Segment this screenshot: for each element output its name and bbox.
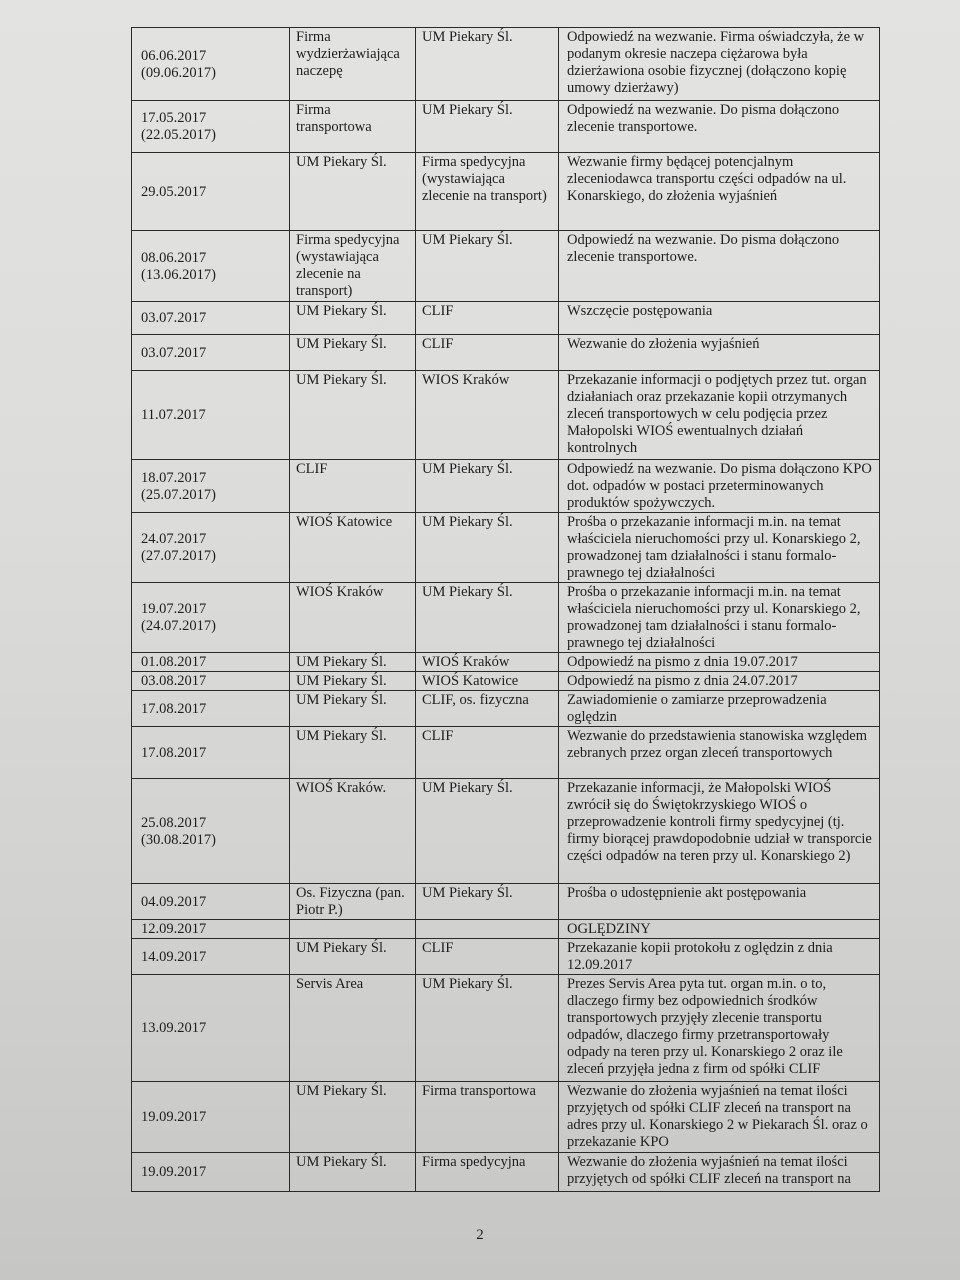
entry-date: 13.09.2017	[132, 975, 290, 1082]
entry-date: 17.08.2017	[132, 727, 290, 779]
table-row	[132, 727, 880, 779]
entry-date: 01.08.2017	[132, 653, 290, 672]
entry-recipient: CLIF, os. fizyczna	[416, 691, 559, 727]
table-row	[132, 884, 880, 920]
entry-recipient: UM Piekary Śl.	[416, 28, 559, 101]
entry-date: 24.07.2017 (27.07.2017)	[132, 513, 290, 583]
entry-recipient: WIOŚ Kraków	[416, 653, 559, 672]
entry-recipient: UM Piekary Śl.	[416, 101, 559, 153]
table-row	[132, 153, 880, 231]
entry-date: 17.05.2017 (22.05.2017)	[132, 101, 290, 153]
entry-sender: UM Piekary Śl.	[290, 1082, 416, 1153]
table-row	[132, 371, 880, 460]
entry-description: Przekazanie informacji, że Małopolski WIOŚ zwrócił się do Świętokrzyskiego WIOŚ o przeprowadzenie kontroli firmy spedycyjnej (tj. firmy biorącej prawdopodobnie udział w transporcie części odpadów na teren przy ul. Konarskiego 2)	[559, 779, 880, 884]
entry-sender	[290, 920, 416, 939]
entry-sender: WIOŚ Kraków	[290, 583, 416, 653]
entry-description: Odpowiedź na wezwanie. Do pisma dołączono KPO dot. odpadów w postaci przeterminowanych produktów spożywczych.	[559, 460, 880, 513]
entry-recipient: UM Piekary Śl.	[416, 231, 559, 302]
entry-sender: UM Piekary Śl.	[290, 1153, 416, 1192]
entry-sender: UM Piekary Śl.	[290, 653, 416, 672]
entry-date: 12.09.2017	[132, 920, 290, 939]
entry-date: 17.08.2017	[132, 691, 290, 727]
table-row	[132, 1082, 880, 1153]
table-row	[132, 101, 880, 153]
entry-sender: UM Piekary Śl.	[290, 335, 416, 371]
entry-sender: Firma transportowa	[290, 101, 416, 153]
entry-sender: Servis Area	[290, 975, 416, 1082]
entry-recipient: UM Piekary Śl.	[416, 779, 559, 884]
entry-sender: UM Piekary Śl.	[290, 153, 416, 231]
page-number: 2	[476, 1227, 484, 1243]
entry-sender: CLIF	[290, 460, 416, 513]
table-row	[132, 28, 880, 101]
table-row	[132, 672, 880, 691]
entry-sender: UM Piekary Śl.	[290, 939, 416, 975]
entry-recipient: CLIF	[416, 727, 559, 779]
entry-description: Prośba o przekazanie informacji m.in. na temat właściciela nieruchomości przy ul. Konarskiego 2, prowadzonej tam działalności i stanu formalo-prawnego tej działalności	[559, 583, 880, 653]
table-row	[132, 231, 880, 302]
table-row	[132, 513, 880, 583]
entry-recipient: UM Piekary Śl.	[416, 460, 559, 513]
entry-sender: UM Piekary Śl.	[290, 302, 416, 335]
entry-sender: Firma spedycyjna (wystawiająca zlecenie na transport)	[290, 231, 416, 302]
entry-description: Zawiadomienie o zamiarze przeprowadzenia oględzin	[559, 691, 880, 727]
entry-sender: UM Piekary Śl.	[290, 691, 416, 727]
entry-recipient: CLIF	[416, 335, 559, 371]
table-row	[132, 583, 880, 653]
entry-date: 19.09.2017	[132, 1153, 290, 1192]
entry-date: 19.09.2017	[132, 1082, 290, 1153]
entry-sender: UM Piekary Śl.	[290, 672, 416, 691]
entry-description: Prezes Servis Area pyta tut. organ m.in. o to, dlaczego firmy bez odpowiednich środków transportowych przyjęły zlecenie transportu odpadów, dlaczego firmy przetransportowały odpady na teren przy ul. Konarskiego 2 oraz ile zleceń przyjęła jedna z firm od spółki CLIF	[559, 975, 880, 1082]
entry-description: Odpowiedź na wezwanie. Do pisma dołączono zlecenie transportowe.	[559, 231, 880, 302]
entry-description: Odpowiedź na wezwanie. Firma oświadczyła, że w podanym okresie naczepa ciężarowa była dzierżawiona osobie fizycznej (dołączono kopię umowy dzierżawy)	[559, 28, 880, 101]
table-row	[132, 1153, 880, 1192]
entry-description: Prośba o udostępnienie akt postępowania	[559, 884, 880, 920]
table-row	[132, 939, 880, 975]
entry-recipient: UM Piekary Śl.	[416, 513, 559, 583]
entry-date: 14.09.2017	[132, 939, 290, 975]
entry-description: Odpowiedź na wezwanie. Do pisma dołączono zlecenie transportowe.	[559, 101, 880, 153]
entry-sender: UM Piekary Śl.	[290, 727, 416, 779]
entry-sender: WIOŚ Kraków.	[290, 779, 416, 884]
entry-date: 08.06.2017 (13.06.2017)	[132, 231, 290, 302]
entry-description: Odpowiedź na pismo z dnia 24.07.2017	[559, 672, 880, 691]
entry-sender: WIOŚ Katowice	[290, 513, 416, 583]
entry-recipient: Firma spedycyjna (wystawiająca zlecenie na transport)	[416, 153, 559, 231]
table-row	[132, 779, 880, 884]
entry-description: Przekazanie informacji o podjętych przez tut. organ działaniach oraz przekazanie kopii otrzymanych zleceń transportowych w celu podjęcia przez Małopolski WIOŚ ewentualnych działań kontrolnych	[559, 371, 880, 460]
entry-date: 06.06.2017 (09.06.2017)	[132, 28, 290, 101]
correspondence-table	[131, 27, 880, 1192]
entry-recipient: Firma spedycyjna	[416, 1153, 559, 1192]
entry-date: 03.07.2017	[132, 335, 290, 371]
entry-recipient: CLIF	[416, 302, 559, 335]
entry-recipient: Firma transportowa	[416, 1082, 559, 1153]
entry-date: 04.09.2017	[132, 884, 290, 920]
entry-date: 11.07.2017	[132, 371, 290, 460]
entry-description: OGLĘDZINY	[559, 920, 880, 939]
entry-date: 03.08.2017	[132, 672, 290, 691]
entry-sender: Os. Fizyczna (pan. Piotr P.)	[290, 884, 416, 920]
entry-date: 18.07.2017 (25.07.2017)	[132, 460, 290, 513]
table-row	[132, 302, 880, 335]
entry-sender: UM Piekary Śl.	[290, 371, 416, 460]
entry-description: Wezwanie do złożenia wyjaśnień	[559, 335, 880, 371]
entry-recipient	[416, 920, 559, 939]
entry-description: Prośba o przekazanie informacji m.in. na temat właściciela nieruchomości przy ul. Konarskiego 2, prowadzonej tam działalności i stanu formalo-prawnego tej działalności	[559, 513, 880, 583]
entry-sender: Firma wydzierżawiająca naczepę	[290, 28, 416, 101]
entry-date: 25.08.2017 (30.08.2017)	[132, 779, 290, 884]
entry-description: Wezwanie do złożenia wyjaśnień na temat ilości przyjętych od spółki CLIF zleceń na transport na	[559, 1153, 880, 1192]
table-row	[132, 460, 880, 513]
entry-recipient: UM Piekary Śl.	[416, 583, 559, 653]
table-row	[132, 920, 880, 939]
table-row	[132, 335, 880, 371]
entry-recipient: WIOS Kraków	[416, 371, 559, 460]
entry-date: 03.07.2017	[132, 302, 290, 335]
entry-description: Wezwanie do złożenia wyjaśnień na temat ilości przyjętych od spółki CLIF zleceń na transport na adres przy ul. Konarskiego 2 w Piekarach Śl. oraz o przekazanie KPO	[559, 1082, 880, 1153]
table-row	[132, 975, 880, 1082]
entry-recipient: WIOŚ Katowice	[416, 672, 559, 691]
entry-recipient: CLIF	[416, 939, 559, 975]
entry-date: 19.07.2017 (24.07.2017)	[132, 583, 290, 653]
entry-recipient: UM Piekary Śl.	[416, 975, 559, 1082]
entry-description: Przekazanie kopii protokołu z oględzin z dnia 12.09.2017	[559, 939, 880, 975]
entry-description: Wszczęcie postępowania	[559, 302, 880, 335]
entry-description: Wezwanie firmy będącej potencjalnym zleceniodawca transportu części odpadów na ul. Konarskiego, do złożenia wyjaśnień	[559, 153, 880, 231]
table-body	[132, 28, 880, 1192]
entry-description: Odpowiedź na pismo z dnia 19.07.2017	[559, 653, 880, 672]
table-row	[132, 691, 880, 727]
entry-description: Wezwanie do przedstawienia stanowiska względem zebranych przez organ zleceń transportowych	[559, 727, 880, 779]
entry-recipient: UM Piekary Śl.	[416, 884, 559, 920]
entry-date: 29.05.2017	[132, 153, 290, 231]
table-row	[132, 653, 880, 672]
